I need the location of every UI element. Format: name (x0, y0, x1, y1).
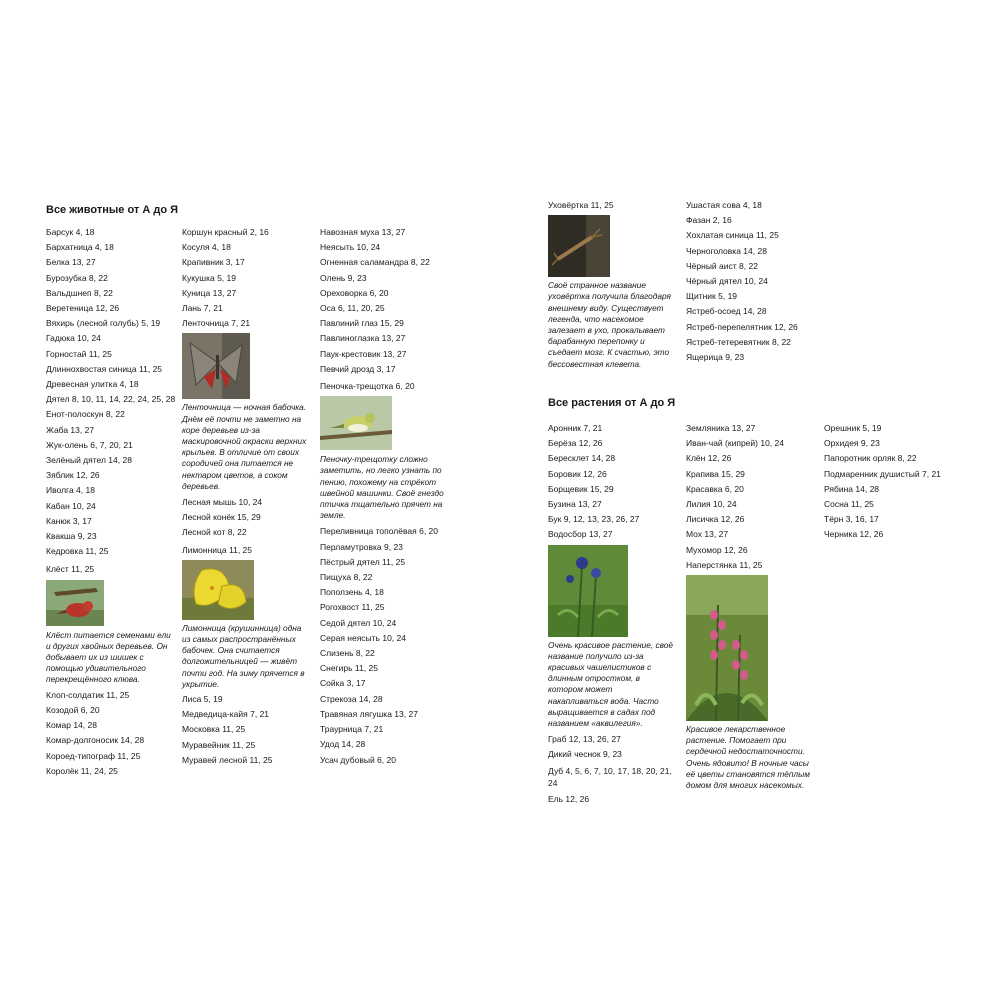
list-item: Переливница тополёвая 6, 20 (320, 526, 439, 537)
list-item: Чёрный аист 8, 22 (686, 260, 758, 271)
list-item: Лилия 10, 24 (686, 499, 737, 510)
plants-col3 (824, 421, 964, 543)
list-item: Барсук 4, 18 (46, 227, 95, 237)
list-item: Папоротник орляк 8, 22 (824, 453, 917, 464)
list-item: Муравей лесной 11, 25 (182, 754, 273, 765)
list-item: Мох 13, 27 (686, 529, 729, 540)
list (46, 225, 178, 559)
list-item: Рогохвост 11, 25 (320, 602, 385, 613)
list-item: Красавка 6, 20 (686, 483, 744, 494)
list-item: Дуб 4, 5, 6, 7, 10, 17, 18, 20, 21, 24 (548, 765, 672, 789)
list-item: Лесной кот 8, 22 (182, 527, 247, 538)
moth-caption: Ленточница — ночная бабочка. Днём её почти не заметно на коре деревьев из-за маскировочной окраски верхних крыльев. В отличие от своих сородичей она питается не нектаром цветов, а соком деревьев. (182, 402, 307, 491)
list-item: Черноголовка 14, 28 (686, 245, 767, 256)
list-item: Серая неясыть 10, 24 (320, 632, 406, 643)
list-item: Коршун красный 2, 16 (182, 227, 269, 237)
list-item: Усач дубовый 6, 20 (320, 754, 396, 765)
list-item: Уховёртка 11, 25 (548, 200, 614, 210)
earwig-caption: Своё странное название уховёртка получила благодаря внешнему виду. Существует легенда, что насекомое залезает в ухо, прокалывает барабанную перепонку и съедает мозг. К счастью, это бессовестная клевета. (548, 280, 671, 369)
animals-col4 (548, 198, 676, 370)
list-item: Московка 11, 25 (182, 724, 246, 735)
list-item: Подмаренник душистый 7, 21 (824, 468, 941, 479)
list-item: Тёрн 3, 16, 17 (824, 514, 879, 525)
list-item: Козодой 6, 20 (46, 704, 100, 715)
list-item: Белка 13, 27 (46, 257, 96, 268)
list-item: Кукушка 5, 19 (182, 272, 236, 283)
list-item: Сойка 3, 17 (320, 678, 366, 689)
list-item: Сосна 11, 25 (824, 499, 874, 510)
list-item: Бархатница 4, 18 (46, 242, 114, 253)
list-item: Королёк 11, 24, 25 (46, 765, 118, 776)
list-item: Седой дятел 10, 24 (320, 617, 397, 628)
list-item: Вяхирь (лесной голубь) 5, 19 (46, 318, 161, 329)
crossbill-caption: Клёст питается семенами ели и других хвойных деревьев. Он добывает их из шишек с помощью удивительного перекрещённого клюва. (46, 629, 171, 685)
list-item: Водосбор 13, 27 (548, 529, 613, 540)
plants-col1 (548, 421, 676, 807)
list-item: Зяблик 12, 26 (46, 470, 100, 481)
list-item: Щитник 5, 19 (686, 291, 738, 302)
list-item: Дятел 8, 10, 11, 14, 22, 24, 25, 28 (46, 394, 176, 405)
list-item: Вальдшнеп 8, 22 (46, 287, 113, 298)
earwig-image (548, 215, 610, 277)
list-item: Пищуха 8, 22 (320, 572, 373, 583)
warbler-caption: Пеночку-трещотку сложно заметить, но легко узнать по пению, похожему на стрёкот швейной машинки. Своё гнездо птичка тщательно прячет на земле. (320, 454, 444, 521)
list-item: Бузина 13, 27 (548, 499, 602, 510)
list-item: Гадюка 10, 24 (46, 333, 101, 344)
list-item: Короед-типограф 11, 25 (46, 750, 141, 761)
list-item: Зелёный дятел 14, 28 (46, 455, 132, 466)
plants-col2 (686, 421, 816, 791)
animals-col3 (320, 225, 458, 768)
list-item: Комар 14, 28 (46, 720, 97, 731)
moth-image (182, 333, 250, 399)
list-item: Ястреб-тетеревятник 8, 22 (686, 336, 791, 347)
list-item: Длиннохвостая синица 11, 25 (46, 363, 163, 374)
list-item: Косуля 4, 18 (182, 242, 231, 253)
animals-col5 (686, 198, 836, 365)
animals-col2 (182, 225, 314, 768)
list-item: Ленточница 7, 21 (182, 318, 251, 329)
list-item: Лисичка 12, 26 (686, 514, 745, 525)
list-item: Траурница 7, 21 (320, 724, 384, 735)
brimstone-butterfly-image (182, 560, 254, 620)
list-item: Жаба 13, 27 (46, 424, 95, 435)
list-item: Клёст 11, 25 (46, 564, 95, 575)
list-item: Лиса 5, 19 (182, 694, 223, 705)
animals-heading: Все животные от А до Я (46, 204, 179, 216)
animals-col1 (46, 225, 178, 779)
list-item: Рябина 14, 28 (824, 483, 880, 494)
list-item: Слизень 8, 22 (320, 648, 375, 659)
list-item: Клоп-солдатик 11, 25 (46, 689, 130, 700)
list-item: Ястреб-осоед 14, 28 (686, 306, 767, 317)
list-item: Бук 9, 12, 13, 23, 26, 27 (548, 514, 640, 525)
columbine-image (548, 545, 628, 637)
list-item: Бересклет 14, 28 (548, 453, 616, 464)
list-item: Лесной конёк 15, 29 (182, 512, 261, 523)
list-item: Лань 7, 21 (182, 303, 223, 314)
list-item: Павлиний глаз 15, 29 (320, 318, 404, 329)
list-item: Перламутровка 9, 23 (320, 541, 403, 552)
list-item: Кабан 10, 24 (46, 500, 96, 511)
list-item: Граб 12, 13, 26, 27 (548, 734, 621, 745)
list-item: Канюк 3, 17 (46, 515, 92, 526)
list-item: Фазан 2, 16 (686, 215, 732, 226)
list-item: Павлиноглазка 13, 27 (320, 333, 406, 344)
list-item: Куница 13, 27 (182, 287, 237, 298)
list-item: Дикий чеснок 9, 23 (548, 749, 622, 760)
list-item: Веретеница 12, 26 (46, 303, 120, 314)
list-item: Горностай 11, 25 (46, 348, 112, 359)
list-item: Снегирь 11, 25 (320, 663, 378, 674)
list-item: Мухомор 12, 26 (686, 544, 748, 555)
list-item: Комар-долгоносик 14, 28 (46, 735, 145, 746)
list-item: Боровик 12, 26 (548, 468, 607, 479)
list-item: Паук-крестовик 13, 27 (320, 348, 407, 359)
list-item: Пеночка-трещотка 6, 20 (320, 381, 415, 392)
warbler-image (320, 396, 392, 450)
list-item: Енот-полоскун 8, 22 (46, 409, 125, 420)
list-item: Черника 12, 26 (824, 529, 884, 540)
list-item: Клён 12, 26 (686, 453, 732, 464)
list-item: Ястреб-перепелятник 12, 26 (686, 321, 798, 332)
list-item: Крапива 15, 29 (686, 468, 745, 479)
list-item: Бурозубка 8, 22 (46, 272, 108, 283)
list-item: Травяная лягушка 13, 27 (320, 708, 418, 719)
crossbill-image (46, 580, 104, 626)
list-item: Борщевик 15, 29 (548, 483, 614, 494)
list-item: Ящерица 9, 23 (686, 352, 745, 363)
list-item: Неясыть 10, 24 (320, 242, 381, 253)
list-item: Лимонница 11, 25 (182, 544, 252, 555)
list-item: Иволга 4, 18 (46, 485, 95, 496)
list-item: Наперстянка 11, 25 (686, 559, 763, 570)
foxglove-image (686, 575, 768, 721)
list-item: Олень 9, 23 (320, 272, 367, 283)
list-item: Крапивник 3, 17 (182, 257, 245, 268)
list-item: Аронник 7, 21 (548, 423, 603, 433)
list-item: Лесная мышь 10, 24 (182, 497, 263, 508)
list-item: Берёза 12, 26 (548, 438, 603, 449)
list-item: Кедровка 11, 25 (46, 546, 109, 557)
list-item: Пёстрый дятел 11, 25 (320, 556, 406, 567)
list-item: Орхидея 9, 23 (824, 438, 880, 449)
foxglove-caption: Красивое лекарственное растение. Помогает при сердечной недостаточности. Очень ядовито! В ночные часы её цветы становятся тёплым домом для многих насекомых. (686, 724, 810, 791)
list-item: Удод 14, 28 (320, 739, 366, 750)
list-item: Хохлатая синица 11, 25 (686, 230, 779, 241)
list-item: Иван-чай (кипрей) 10, 24 (686, 438, 784, 449)
list-item: Квакша 9, 23 (46, 531, 97, 542)
list-item: Ореховорка 6, 20 (320, 287, 389, 298)
list-item: Стрекоза 14, 28 (320, 693, 383, 704)
list-item: Поползень 4, 18 (320, 587, 384, 598)
plants-heading: Все растения от А до Я (548, 397, 676, 409)
list-item: Певчий дрозд 3, 17 (320, 363, 396, 374)
list-item: Земляника 13, 27 (686, 423, 756, 433)
list-item: Оса 6, 11, 20, 25 (320, 303, 385, 314)
list-item: Медведица-кайя 7, 21 (182, 709, 270, 720)
list-item: Огненная саламандра 8, 22 (320, 257, 430, 268)
list-item: Древесная улитка 4, 18 (46, 379, 139, 390)
columbine-caption: Очень красивое растение, своё название получило из-за красивых чашелистиков с длинным отростком, в котором может накапливаться вода. Часто выращивается в садах под названием «аквилегия». (548, 639, 674, 729)
list-item: Навозная муха 13, 27 (320, 227, 406, 237)
list-item: Жук-олень 6, 7, 20, 21 (46, 439, 133, 450)
brimstone-caption: Лимонница (крушинница) одна из самых распространённых бабочек. Она считается долгожительницей — живёт почти год. На зиму прячется в укрытие. (182, 622, 305, 689)
list-item: Ель 12, 26 (548, 793, 590, 804)
list-item: Чёрный дятел 10, 24 (686, 276, 768, 287)
list-item: Орешник 5, 19 (824, 423, 882, 433)
list-item: Ушастая сова 4, 18 (686, 200, 762, 210)
list-item: Муравейник 11, 25 (182, 739, 256, 750)
